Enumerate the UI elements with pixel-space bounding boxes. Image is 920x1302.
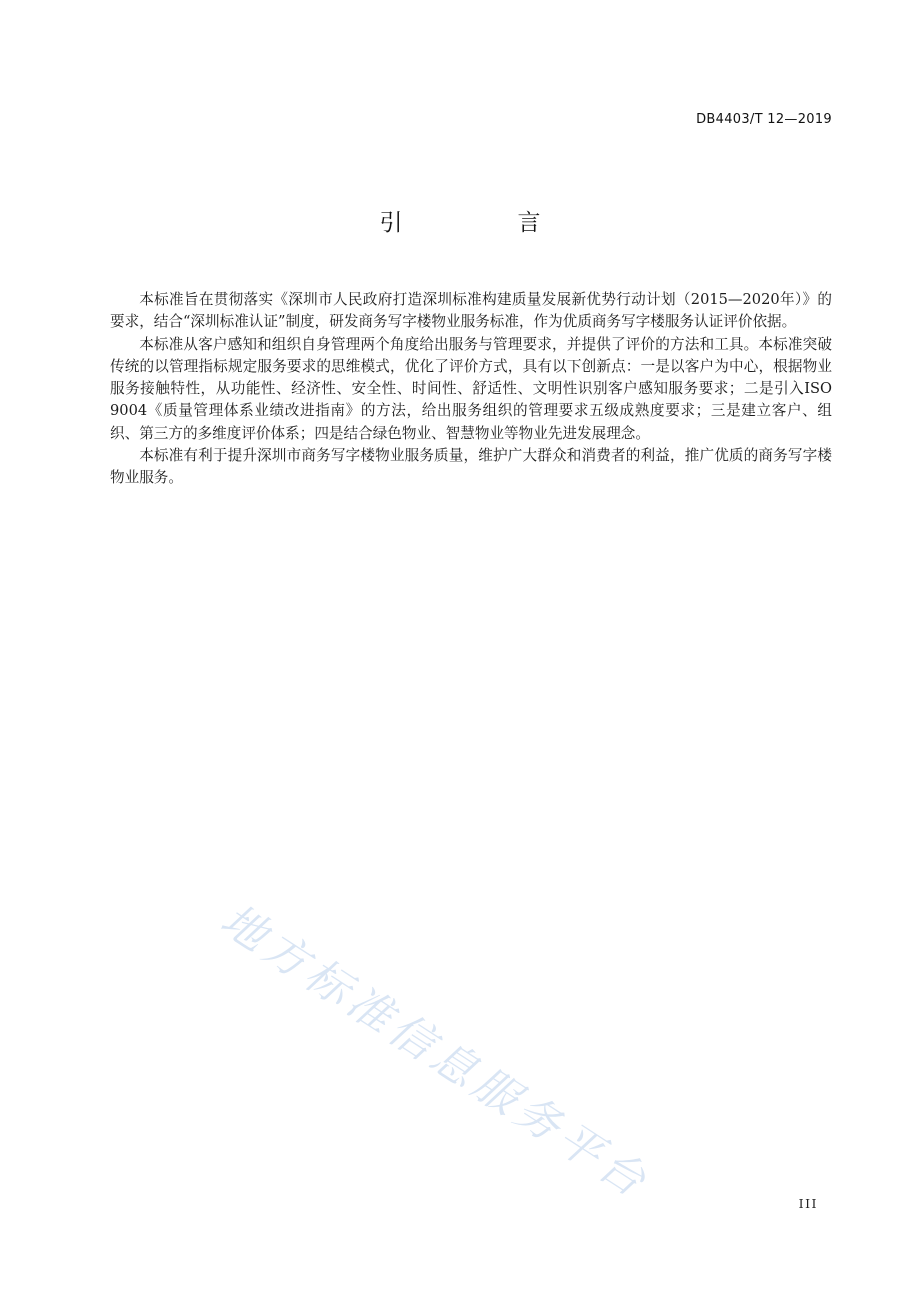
document-code: DB4403/T 12—2019 [696, 112, 832, 127]
section-title: 引 言 [379, 210, 587, 236]
introduction-body [110, 289, 832, 490]
watermark: 地方标准信息服务平台 [211, 894, 659, 1210]
page-number: III [798, 1196, 818, 1211]
paragraph-2: 本标准从客户感知和组织自身管理两个角度给出服务与管理要求，并提供了评价的方法和工具。本标准突破传统的以管理指标规定服务要求的思维模式，优化了评价方式，具有以下创新点：一是以客户为中心，根据物业服务接触特性，从功能性、经济性、安全性、时间性、舒适性、文明性识别客户感知服务要求；二是引入ISO 9004《质量管理体系业绩改进指南》的方法，给出服务组织的管理要求五级成熟度要求；三是建立客户、组织、第三方的多维度评价体系；四是结合绿色物业、智慧物业等物业先进发展理念。 [110, 335, 832, 442]
paragraph-1: 本标准旨在贯彻落实《深圳市人民政府打造深圳标准构建质量发展新优势行动计划（2015—2020年）》的要求，结合“深圳标准认证”制度，研发商务写字楼物业服务标准，作为优质商务写字楼服务认证评价依据。 [110, 291, 832, 331]
paragraph-3: 本标准有利于提升深圳市商务写字楼物业服务质量，维护广大群众和消费者的利益，推广优质的商务写字楼物业服务。 [110, 447, 832, 487]
